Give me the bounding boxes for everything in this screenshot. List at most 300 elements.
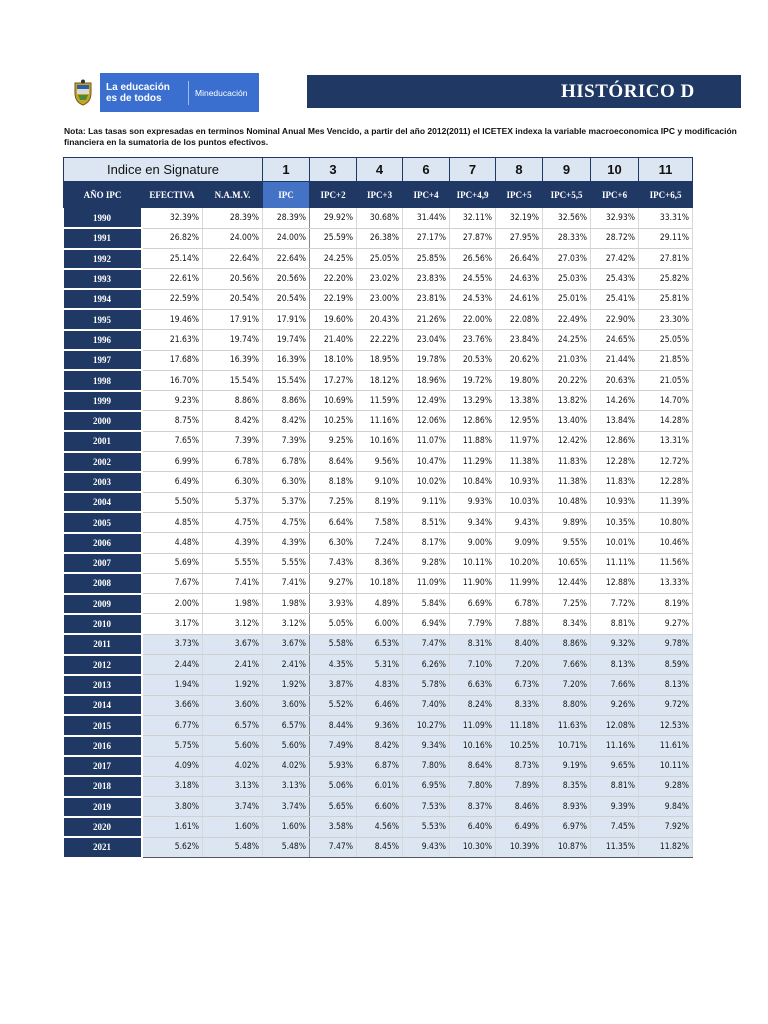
rate-cell: 9.65% — [591, 756, 639, 776]
col-header-rate: IPC+4 — [403, 182, 450, 209]
rate-cell: 8.81% — [591, 614, 639, 634]
rate-cell: 3.80% — [142, 797, 203, 817]
rate-cell: 7.47% — [403, 634, 450, 654]
rate-cell: 22.90% — [591, 309, 639, 329]
rate-cell: 1.92% — [203, 675, 263, 695]
rate-cell: 7.72% — [591, 594, 639, 614]
rate-cell: 4.35% — [310, 655, 357, 675]
index-number: 7 — [450, 158, 496, 182]
rate-cell: 10.39% — [496, 837, 543, 857]
rate-cell: 8.73% — [496, 756, 543, 776]
index-number: 9 — [543, 158, 591, 182]
rate-cell: 7.49% — [310, 736, 357, 756]
rate-cell: 20.53% — [450, 350, 496, 370]
rate-cell: 3.87% — [310, 675, 357, 695]
rate-cell: 21.63% — [142, 330, 203, 350]
table-row — [64, 512, 693, 532]
year-cell: 2004 — [64, 492, 142, 512]
rate-cell: 9.23% — [142, 391, 203, 411]
table-row — [64, 411, 693, 431]
rate-cell: 8.86% — [263, 391, 310, 411]
rate-cell: 6.97% — [543, 817, 591, 837]
rate-cell: 7.80% — [403, 756, 450, 776]
rate-cell: 6.64% — [310, 512, 357, 532]
rate-cell: 5.60% — [263, 736, 310, 756]
rate-cell: 10.18% — [357, 573, 403, 593]
rate-cell: 12.28% — [639, 472, 693, 492]
rate-cell: 8.18% — [310, 472, 357, 492]
rate-cell: 7.40% — [403, 695, 450, 715]
col-header-rate: IPC+3 — [357, 182, 403, 209]
table-row — [64, 776, 693, 796]
rate-cell: 10.80% — [639, 512, 693, 532]
rate-cell: 10.69% — [310, 391, 357, 411]
rate-cell: 11.63% — [543, 715, 591, 735]
table-row — [64, 533, 693, 553]
rate-cell: 7.66% — [543, 655, 591, 675]
rate-cell: 20.56% — [203, 269, 263, 289]
rate-cell: 25.03% — [543, 269, 591, 289]
rate-cell: 7.41% — [203, 573, 263, 593]
table-row — [64, 391, 693, 411]
table-row — [64, 553, 693, 573]
rate-cell: 3.60% — [203, 695, 263, 715]
rate-cell: 7.66% — [591, 675, 639, 695]
rate-cell: 15.54% — [203, 370, 263, 390]
rate-cell: 22.19% — [310, 289, 357, 309]
rate-cell: 32.11% — [450, 208, 496, 228]
year-cell: 2011 — [64, 634, 142, 654]
rate-cell: 9.89% — [543, 512, 591, 532]
rate-cell: 7.88% — [496, 614, 543, 634]
rate-cell: 19.80% — [496, 370, 543, 390]
rate-cell: 9.34% — [403, 736, 450, 756]
rate-cell: 12.86% — [591, 431, 639, 451]
rate-cell: 6.00% — [357, 614, 403, 634]
rate-cell: 24.55% — [450, 269, 496, 289]
rate-cell: 5.53% — [403, 817, 450, 837]
year-cell: 1995 — [64, 309, 142, 329]
rate-cell: 22.00% — [450, 309, 496, 329]
rate-cell: 9.28% — [403, 553, 450, 573]
table-row — [64, 675, 693, 695]
rate-cell: 6.77% — [142, 715, 203, 735]
rate-cell: 1.60% — [263, 817, 310, 837]
rate-cell: 4.83% — [357, 675, 403, 695]
rate-cell: 19.74% — [203, 330, 263, 350]
year-cell: 2021 — [64, 837, 142, 857]
rate-cell: 8.59% — [639, 655, 693, 675]
year-cell: 1991 — [64, 228, 142, 248]
rate-cell: 11.83% — [543, 452, 591, 472]
rate-cell: 5.05% — [310, 614, 357, 634]
rate-cell: 4.02% — [263, 756, 310, 776]
rate-cell: 22.20% — [310, 269, 357, 289]
rate-cell: 8.36% — [357, 553, 403, 573]
rate-cell: 8.80% — [543, 695, 591, 715]
rate-cell: 8.19% — [357, 492, 403, 512]
table-row — [64, 249, 693, 269]
rate-cell: 17.91% — [263, 309, 310, 329]
table-row — [64, 330, 693, 350]
table-row — [64, 370, 693, 390]
rate-cell: 17.27% — [310, 370, 357, 390]
rate-cell: 22.64% — [203, 249, 263, 269]
rate-cell: 9.34% — [450, 512, 496, 532]
rate-cell: 6.78% — [203, 452, 263, 472]
year-cell: 2000 — [64, 411, 142, 431]
rate-cell: 5.75% — [142, 736, 203, 756]
year-cell: 2006 — [64, 533, 142, 553]
rate-cell: 9.39% — [591, 797, 639, 817]
rate-cell: 11.38% — [543, 472, 591, 492]
rate-cell: 6.57% — [263, 715, 310, 735]
rate-cell: 12.72% — [639, 452, 693, 472]
rate-cell: 3.13% — [203, 776, 263, 796]
rate-cell: 12.28% — [591, 452, 639, 472]
rate-cell: 3.93% — [310, 594, 357, 614]
rate-cell: 8.42% — [203, 411, 263, 431]
col-header-efectiva: EFECTIVA — [142, 182, 203, 209]
rate-cell: 5.37% — [263, 492, 310, 512]
rate-cell: 13.84% — [591, 411, 639, 431]
rate-cell: 9.19% — [543, 756, 591, 776]
rate-cell: 4.39% — [203, 533, 263, 553]
rate-cell: 24.00% — [263, 228, 310, 248]
rate-cell: 5.55% — [263, 553, 310, 573]
rate-cell: 26.56% — [450, 249, 496, 269]
rate-cell: 11.16% — [591, 736, 639, 756]
rate-cell: 7.39% — [263, 431, 310, 451]
table-row — [64, 228, 693, 248]
rate-cell: 26.64% — [496, 249, 543, 269]
index-header-row — [64, 158, 693, 182]
rate-cell: 12.53% — [639, 715, 693, 735]
table-row — [64, 655, 693, 675]
rate-cell: 11.29% — [450, 452, 496, 472]
rate-cell: 8.64% — [450, 756, 496, 776]
rate-cell: 4.09% — [142, 756, 203, 776]
index-number: 1 — [263, 158, 310, 182]
rate-cell: 5.31% — [357, 655, 403, 675]
rate-cell: 4.48% — [142, 533, 203, 553]
rate-cell: 11.61% — [639, 736, 693, 756]
rate-cell: 28.39% — [263, 208, 310, 228]
rate-cell: 22.64% — [263, 249, 310, 269]
rate-cell: 11.56% — [639, 553, 693, 573]
rate-cell: 16.39% — [263, 350, 310, 370]
index-number: 10 — [591, 158, 639, 182]
year-cell: 2009 — [64, 594, 142, 614]
rate-cell: 25.05% — [357, 249, 403, 269]
rate-cell: 12.06% — [403, 411, 450, 431]
rate-cell: 8.34% — [543, 614, 591, 634]
rate-cell: 6.57% — [203, 715, 263, 735]
rate-cell: 23.81% — [403, 289, 450, 309]
rate-cell: 11.88% — [450, 431, 496, 451]
rate-cell: 9.43% — [496, 512, 543, 532]
table-row — [64, 817, 693, 837]
rate-cell: 11.35% — [591, 837, 639, 857]
rate-cell: 7.45% — [591, 817, 639, 837]
logo-divider — [188, 81, 189, 105]
rate-cell: 2.41% — [203, 655, 263, 675]
rate-cell: 6.60% — [357, 797, 403, 817]
rate-cell: 14.26% — [591, 391, 639, 411]
rate-cell: 23.83% — [403, 269, 450, 289]
rate-cell: 20.43% — [357, 309, 403, 329]
year-cell: 2013 — [64, 675, 142, 695]
rate-cell: 12.42% — [543, 431, 591, 451]
rate-cell: 6.78% — [496, 594, 543, 614]
rate-cell: 23.02% — [357, 269, 403, 289]
rate-cell: 23.30% — [639, 309, 693, 329]
year-cell: 2005 — [64, 512, 142, 532]
rate-cell: 8.86% — [203, 391, 263, 411]
rate-cell: 13.38% — [496, 391, 543, 411]
rate-cell: 3.74% — [263, 797, 310, 817]
rate-cell: 22.49% — [543, 309, 591, 329]
year-cell: 2018 — [64, 776, 142, 796]
rate-cell: 4.75% — [203, 512, 263, 532]
rate-cell: 8.45% — [357, 837, 403, 857]
rate-cell: 7.53% — [403, 797, 450, 817]
rates-table-body — [64, 208, 693, 858]
rate-cell: 8.42% — [263, 411, 310, 431]
rate-cell: 15.54% — [263, 370, 310, 390]
rate-cell: 11.39% — [639, 492, 693, 512]
rate-cell: 9.72% — [639, 695, 693, 715]
rate-cell: 10.25% — [310, 411, 357, 431]
rate-cell: 9.93% — [450, 492, 496, 512]
rate-cell: 1.98% — [263, 594, 310, 614]
rate-cell: 1.60% — [203, 817, 263, 837]
rate-cell: 25.81% — [639, 289, 693, 309]
rate-cell: 10.47% — [403, 452, 450, 472]
rate-cell: 8.31% — [450, 634, 496, 654]
rate-cell: 18.95% — [357, 350, 403, 370]
rate-cell: 22.22% — [357, 330, 403, 350]
rate-cell: 24.65% — [591, 330, 639, 350]
col-header-rate: IPC+6 — [591, 182, 639, 209]
col-header-year: AÑO IPC — [64, 182, 142, 209]
index-number: 3 — [310, 158, 357, 182]
rate-cell: 3.60% — [263, 695, 310, 715]
rate-cell: 5.65% — [310, 797, 357, 817]
rate-cell: 13.40% — [543, 411, 591, 431]
rate-cell: 29.92% — [310, 208, 357, 228]
rate-cell: 11.11% — [591, 553, 639, 573]
rate-cell: 10.11% — [639, 756, 693, 776]
rate-cell: 6.73% — [496, 675, 543, 695]
rate-cell: 30.68% — [357, 208, 403, 228]
rate-cell: 4.85% — [142, 512, 203, 532]
rate-cell: 7.89% — [496, 776, 543, 796]
rate-cell: 8.37% — [450, 797, 496, 817]
rate-cell: 25.85% — [403, 249, 450, 269]
rate-cell: 9.27% — [310, 573, 357, 593]
rate-cell: 5.60% — [203, 736, 263, 756]
year-cell: 1990 — [64, 208, 142, 228]
rate-cell: 7.24% — [357, 533, 403, 553]
rate-cell: 8.13% — [591, 655, 639, 675]
rate-cell: 8.93% — [543, 797, 591, 817]
rate-cell: 5.62% — [142, 837, 203, 857]
rate-cell: 9.36% — [357, 715, 403, 735]
rate-cell: 6.94% — [403, 614, 450, 634]
table-row — [64, 573, 693, 593]
rate-cell: 2.44% — [142, 655, 203, 675]
col-header-rate: IPC+2 — [310, 182, 357, 209]
rate-cell: 9.11% — [403, 492, 450, 512]
rate-cell: 21.40% — [310, 330, 357, 350]
rate-cell: 3.17% — [142, 614, 203, 634]
rate-cell: 24.00% — [203, 228, 263, 248]
rate-cell: 32.39% — [142, 208, 203, 228]
rate-cell: 20.54% — [203, 289, 263, 309]
rate-cell: 9.84% — [639, 797, 693, 817]
rate-cell: 9.09% — [496, 533, 543, 553]
table-row — [64, 634, 693, 654]
rate-cell: 23.00% — [357, 289, 403, 309]
table-row — [64, 452, 693, 472]
table-row — [64, 289, 693, 309]
rate-cell: 5.58% — [310, 634, 357, 654]
rate-cell: 33.31% — [639, 208, 693, 228]
rate-cell: 4.02% — [203, 756, 263, 776]
rate-cell: 4.75% — [263, 512, 310, 532]
rate-cell: 3.12% — [263, 614, 310, 634]
rate-cell: 10.03% — [496, 492, 543, 512]
rate-cell: 5.52% — [310, 695, 357, 715]
rate-cell: 9.27% — [639, 614, 693, 634]
rate-cell: 11.09% — [450, 715, 496, 735]
rate-cell: 12.49% — [403, 391, 450, 411]
rates-table-container — [63, 157, 692, 859]
index-number: 8 — [496, 158, 543, 182]
rate-cell: 25.59% — [310, 228, 357, 248]
rate-cell: 11.16% — [357, 411, 403, 431]
rate-cell: 28.33% — [543, 228, 591, 248]
rate-cell: 24.63% — [496, 269, 543, 289]
rate-cell: 28.72% — [591, 228, 639, 248]
rate-cell: 7.67% — [142, 573, 203, 593]
rate-cell: 9.43% — [403, 837, 450, 857]
table-row — [64, 431, 693, 451]
rate-cell: 11.07% — [403, 431, 450, 451]
rate-cell: 6.46% — [357, 695, 403, 715]
rate-cell: 11.09% — [403, 573, 450, 593]
rates-table — [63, 157, 693, 859]
rate-cell: 32.19% — [496, 208, 543, 228]
year-cell: 2017 — [64, 756, 142, 776]
rate-cell: 27.42% — [591, 249, 639, 269]
rate-cell: 21.05% — [639, 370, 693, 390]
rate-cell: 6.30% — [203, 472, 263, 492]
rate-cell: 14.70% — [639, 391, 693, 411]
rate-cell: 11.90% — [450, 573, 496, 593]
rate-cell: 11.38% — [496, 452, 543, 472]
rate-cell: 10.11% — [450, 553, 496, 573]
rate-cell: 5.78% — [403, 675, 450, 695]
rate-cell: 7.25% — [543, 594, 591, 614]
rate-cell: 25.14% — [142, 249, 203, 269]
rate-cell: 32.56% — [543, 208, 591, 228]
rate-cell: 7.10% — [450, 655, 496, 675]
year-cell: 2019 — [64, 797, 142, 817]
rate-cell: 4.39% — [263, 533, 310, 553]
rate-cell: 22.61% — [142, 269, 203, 289]
index-number: 4 — [357, 158, 403, 182]
rate-cell: 26.82% — [142, 228, 203, 248]
table-row — [64, 614, 693, 634]
rate-cell: 10.16% — [357, 431, 403, 451]
rate-cell: 14.28% — [639, 411, 693, 431]
rate-cell: 4.56% — [357, 817, 403, 837]
rate-cell: 7.41% — [263, 573, 310, 593]
table-row — [64, 472, 693, 492]
rate-cell: 12.08% — [591, 715, 639, 735]
rate-cell: 10.71% — [543, 736, 591, 756]
rate-cell: 31.44% — [403, 208, 450, 228]
rate-cell: 10.01% — [591, 533, 639, 553]
rate-cell: 21.44% — [591, 350, 639, 370]
rate-cell: 18.12% — [357, 370, 403, 390]
table-row — [64, 837, 693, 857]
rate-cell: 6.30% — [310, 533, 357, 553]
table-row — [64, 208, 693, 228]
rate-cell: 6.69% — [450, 594, 496, 614]
rate-cell: 7.58% — [357, 512, 403, 532]
rate-cell: 8.75% — [142, 411, 203, 431]
rate-cell: 8.42% — [357, 736, 403, 756]
rate-cell: 1.94% — [142, 675, 203, 695]
rate-cell: 8.44% — [310, 715, 357, 735]
year-cell: 2016 — [64, 736, 142, 756]
rate-cell: 17.68% — [142, 350, 203, 370]
rate-cell: 3.13% — [263, 776, 310, 796]
table-row — [64, 756, 693, 776]
year-cell: 1994 — [64, 289, 142, 309]
rate-cell: 16.70% — [142, 370, 203, 390]
rate-cell: 6.99% — [142, 452, 203, 472]
rate-cell: 27.17% — [403, 228, 450, 248]
rate-cell: 7.20% — [543, 675, 591, 695]
rate-cell: 8.33% — [496, 695, 543, 715]
rate-cell: 16.39% — [203, 350, 263, 370]
table-row — [64, 797, 693, 817]
rate-cell: 25.43% — [591, 269, 639, 289]
rate-cell: 1.61% — [142, 817, 203, 837]
rate-cell: 3.73% — [142, 634, 203, 654]
year-cell: 2020 — [64, 817, 142, 837]
rate-cell: 9.00% — [450, 533, 496, 553]
rate-cell: 9.32% — [591, 634, 639, 654]
logo-slogan — [100, 82, 188, 104]
rate-cell: 6.26% — [403, 655, 450, 675]
year-cell: 2012 — [64, 655, 142, 675]
logo-line-1: La educación — [106, 81, 170, 93]
rate-cell: 7.20% — [496, 655, 543, 675]
rate-cell: 3.67% — [263, 634, 310, 654]
rate-cell: 8.46% — [496, 797, 543, 817]
rate-cell: 25.01% — [543, 289, 591, 309]
rate-cell: 8.51% — [403, 512, 450, 532]
rate-cell: 3.12% — [203, 614, 263, 634]
rate-cell: 10.30% — [450, 837, 496, 857]
rate-cell: 12.44% — [543, 573, 591, 593]
year-cell: 2003 — [64, 472, 142, 492]
